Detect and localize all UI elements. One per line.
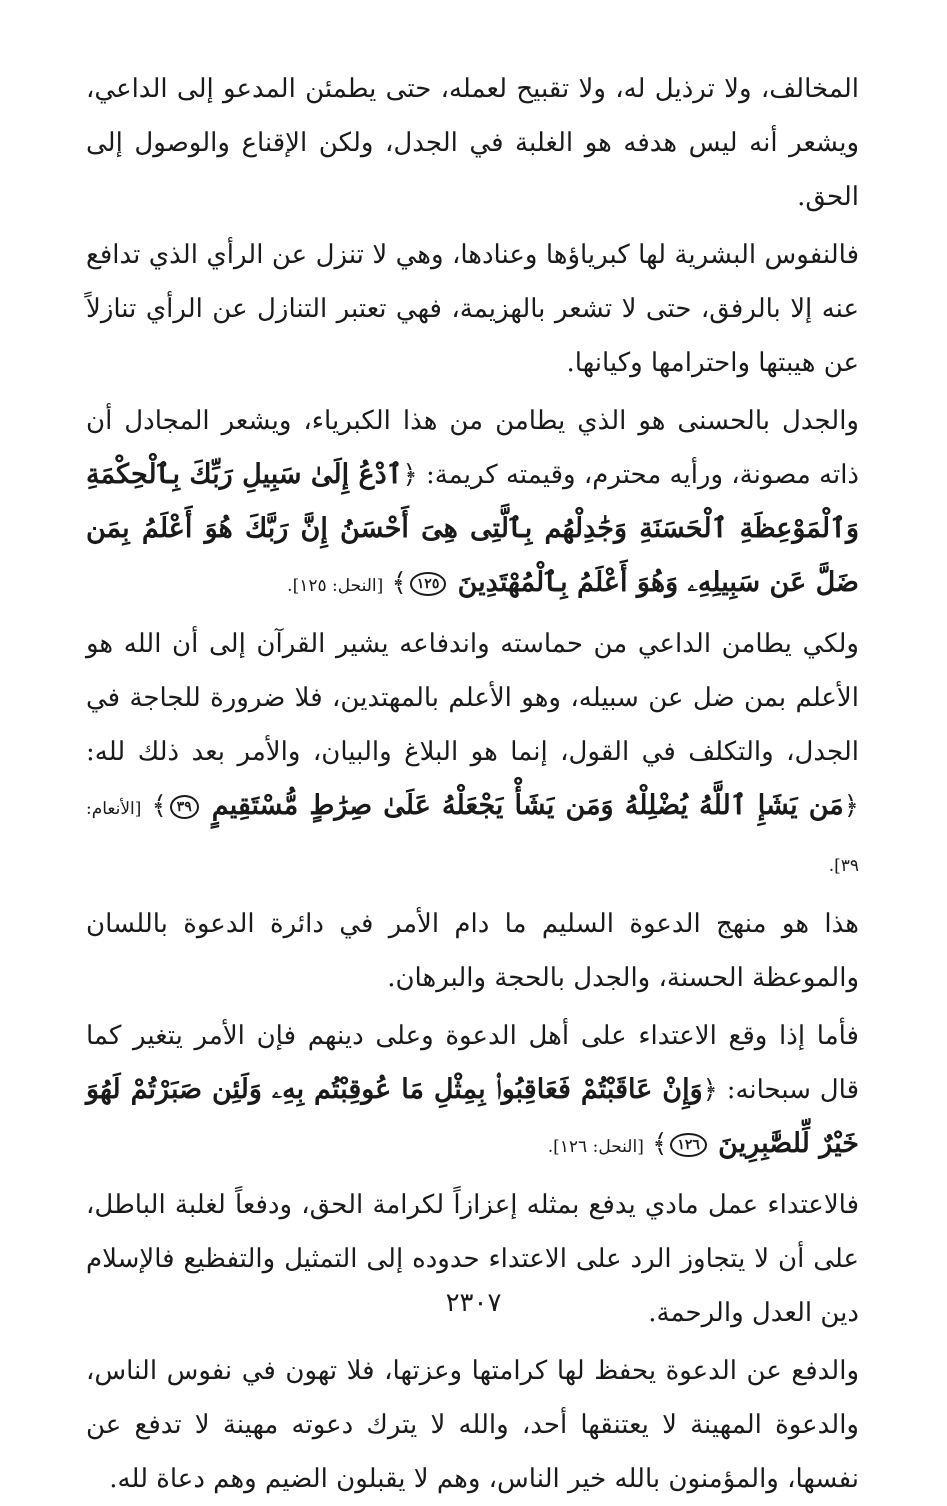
paragraph-8 — [86, 1344, 859, 1506]
paragraph-5 — [86, 897, 859, 1005]
quran-close-bracket: ﴾ — [391, 568, 407, 598]
verse-number: ١٢٥ — [410, 572, 447, 596]
quran-verse: مَن يَشَإِ ٱللَّهُ يُضْلِلْهُ وَمَن يَشَأْ يَجْعَلْهُ عَلَىٰ صِرَٰطٍ مُّسْتَقِيمٍ — [211, 790, 844, 821]
quran-verse: ٱدْعُ إِلَىٰ سَبِيلِ رَبِّكَ بِٱلْحِكْمَةِ وَٱلْمَوْعِظَةِ ٱلْحَسَنَةِ وَجَٰدِلْهُم بِٱلَّتِى هِىَ أَحْسَنُ إِنَّ رَبَّكَ هُوَ أَعْلَمُ بِمَن ضَلَّ عَن سَبِيلِهِۦ وَهُوَ أَعْلَمُ بِٱلْمُهْتَدِينَ — [86, 459, 859, 598]
paragraph-4 — [86, 617, 859, 893]
paragraph-6 — [86, 1009, 859, 1174]
quran-open-bracket: ﴿ — [702, 1075, 718, 1105]
page-number: ٢٣٠٧ — [445, 1288, 502, 1318]
paragraph-text: المخالف، ولا ترذيل له، ولا تقبيح لعمله، حتى يطمئن المدعو إلى الداعي، ويشعر أنه ليس هدفه هو الغلبة في الجدل، ولكن الإقناع والوصول إلى الحق. — [86, 74, 859, 212]
paragraph-text: فالنفوس البشرية لها كبرياؤها وعنادها، وهي لا تنزل عن الرأي الذي تدافع عنه إلا بالرفق، حتى لا تشعر بالهزيمة، فهي تعتبر التنازل عن الرأي تنازلاً عن هيبتها واحترامها وكيانها. — [86, 240, 859, 378]
verse-number: ١٢٦ — [670, 1133, 707, 1157]
paragraph-text: فالاعتداء عمل مادي يدفع بمثله إعزازاً لكرامة الحق، ودفعاً لغلبة الباطل، على أن لا يتجاوز الرد على الاعتداء حدوده إلى التمثيل والتفظيع فالإسلام دين العدل والرحمة. — [86, 1190, 859, 1328]
verse-number: ٣٩ — [170, 795, 199, 819]
paragraph-text: والدفع عن الدعوة يحفظ لها كرامتها وعزتها، فلا تهون في نفوس الناس، والدعوة المهينة لا يعتنقها أحد، والله لا يترك دعوته مهينة لا تدفع عن نفسها، والمؤمنون بالله خير الناس، وهم لا يقبلون الضيم وهم دعاة لله. — [86, 1356, 859, 1494]
quran-verse: وَإِنْ عَاقَبْتُمْ فَعَاقِبُوا۟ بِمِثْلِ مَا عُوقِبْتُم بِهِۦ وَلَئِن صَبَرْتُمْ لَهُوَ خَيْرٌ لِّلصَّٰبِرِينَ — [86, 1074, 859, 1159]
paragraph-2 — [86, 228, 859, 390]
paragraph-text: ولكي يطامن الداعي من حماسته واندفاعه يشير القرآن إلى أن الله هو الأعلم بمن ضل عن سبيله، وهو الأعلم بالمهتدين، فلا ضرورة للجاجة في الجدل، والتكلف في القول، إنما هو البلاغ والبيان، والأمر بعد ذلك لله: — [86, 629, 859, 767]
paragraph-3 — [86, 394, 859, 613]
paragraph-text: هذا هو منهج الدعوة السليم ما دام الأمر في دائرة الدعوة باللسان والموعظة الحسنة، والجدل بالحجة والبرهان. — [86, 909, 859, 993]
verse-reference: [النحل: ١٢٦]. — [547, 1137, 644, 1157]
paragraph-text: والجدل بالحسنى هو الذي يطامن من هذا الكبرياء، ويشعر المجادل أن ذاته مصونة، ورأيه محترم، وقيمته كريمة: — [86, 406, 860, 490]
paragraph-1 — [86, 62, 859, 224]
quran-close-bracket: ﴾ — [151, 791, 167, 821]
quran-open-bracket: ﴿ — [843, 791, 859, 821]
paragraph-text: فأما إذا وقع الاعتداء على أهل الدعوة وعلى دينهم فإن الأمر يتغير كما قال سبحانه: — [86, 1021, 860, 1105]
quran-close-bracket: ﴾ — [652, 1129, 668, 1159]
quran-open-bracket: ﴿ — [402, 460, 418, 490]
verse-reference: [الأنعام: ٣٩]. — [86, 799, 859, 876]
verse-reference: [النحل: ١٢٥]. — [287, 576, 384, 596]
